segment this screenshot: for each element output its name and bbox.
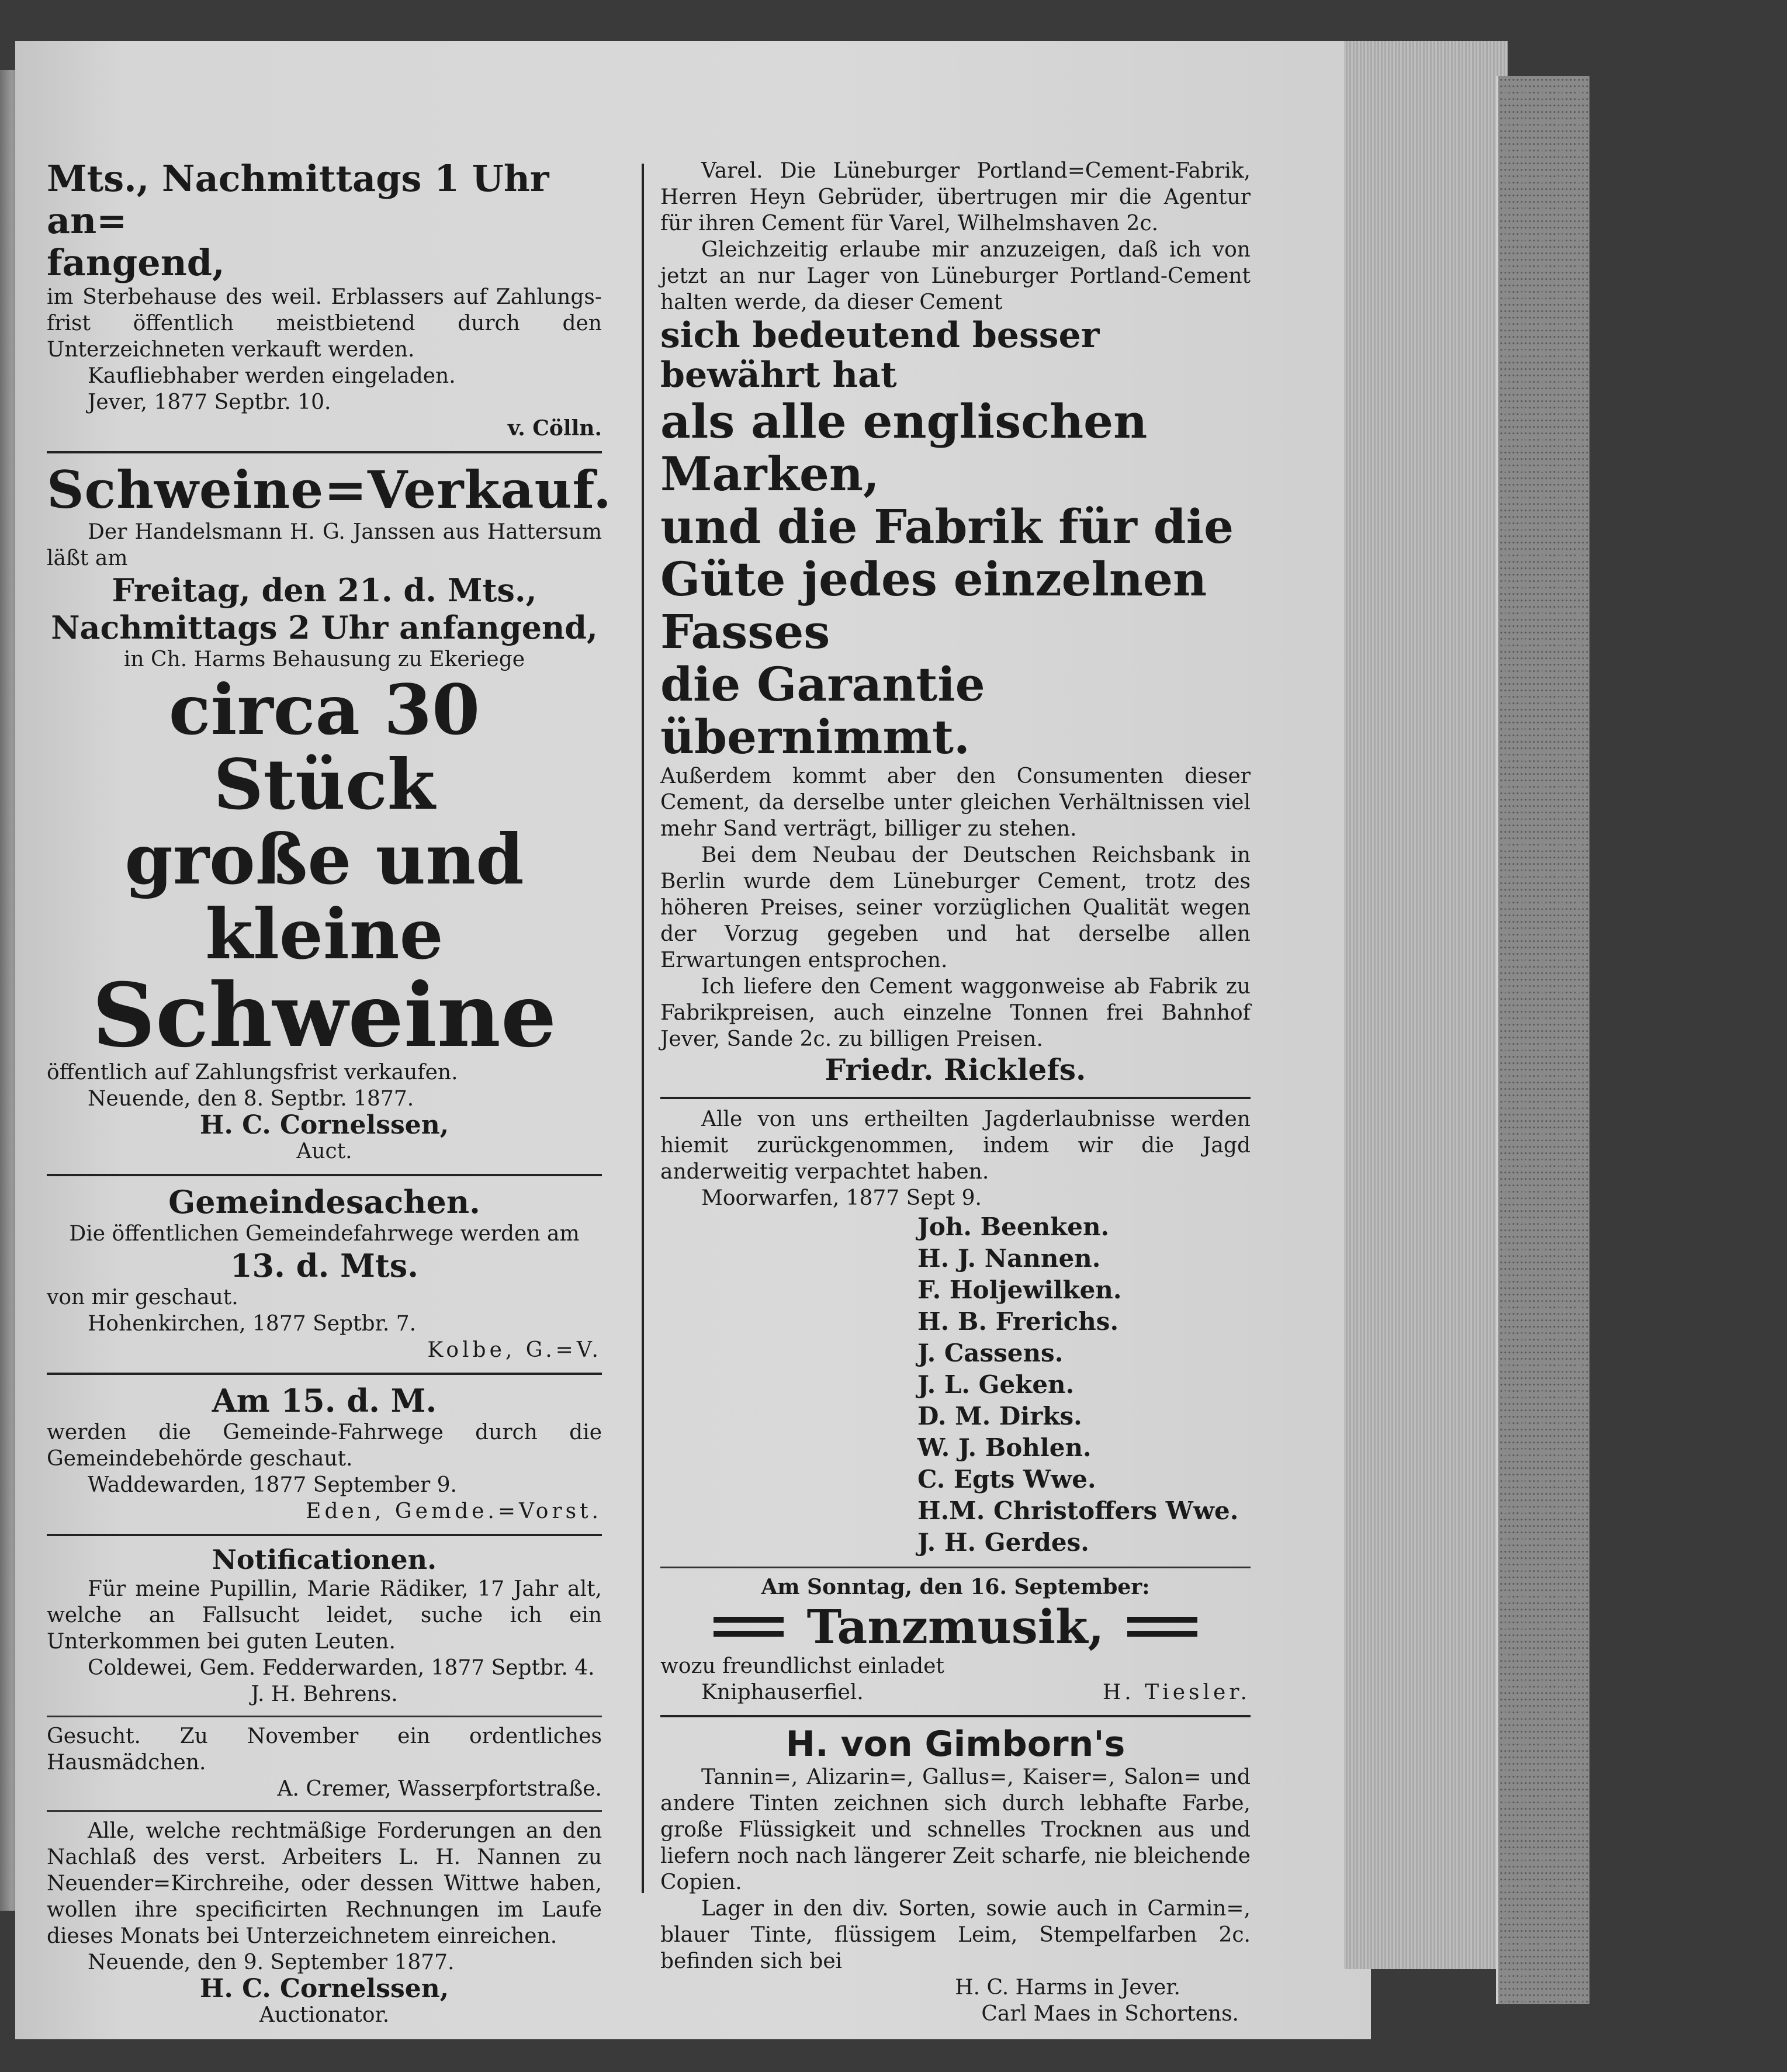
signatory-name: D. M. Dirks.: [917, 1402, 1082, 1430]
auction-invite: Kaufliebhaber werden eingeladen.: [88, 364, 456, 388]
signatory-name: J. H. Gerdes.: [917, 1528, 1089, 1557]
auction-notice-coelln: [47, 158, 602, 442]
divider: [47, 1174, 602, 1176]
ornament-bar-right: [1127, 1617, 1197, 1637]
background: [1589, 76, 1787, 2004]
divider: [47, 1716, 602, 1717]
dance-date: Am Sonntag, den 16. September:: [761, 1575, 1150, 1599]
signatory-name: H. J. Nannen.: [917, 1244, 1101, 1273]
wanted-body: Gesucht. Zu November ein ordentliches Hausmädchen.: [47, 1724, 602, 1775]
pig-sale-quantity: circa 30 Stück: [168, 669, 480, 825]
municipal-line1: Die öffentlichen Gemeindefahrwege werden am: [69, 1222, 580, 1246]
pig-sale-time: Nachmittags 2 Uhr anfangend,: [51, 609, 598, 646]
auction-heading-line1: Mts., Nachmittags 1 Uhr an=: [47, 157, 549, 242]
cement-headline1: sich bedeutend besser bewährt hat: [660, 315, 1100, 396]
left-column: [47, 157, 612, 2028]
waddewarden-place-date: Waddewarden, 1877 September 9.: [88, 1473, 457, 1497]
right-column: [660, 158, 1251, 2027]
divider: [660, 1567, 1251, 1568]
dance-invite: wozu freundlichst einladet: [660, 1654, 944, 1678]
pig-sale-description: große und kleine: [124, 819, 524, 975]
cement-headline5: die Garantie übernimmt.: [660, 657, 985, 764]
municipal-notice-hohenkirchen: [47, 1183, 602, 1363]
cement-body4: Bei dem Neubau der Deutschen Reichsbank in Berlin wurde dem Lüneburger Cement, trotz des höheren Preises, seiner vorzüglichen Qualität wegen der Vorzug gegeben und hat derselbe allen Erwartungen entsprochen.: [660, 843, 1251, 972]
cement-headline4: Güte jedes einzelnen Fasses: [660, 552, 1207, 659]
notifications-title: Notificationen.: [212, 1544, 437, 1575]
municipal-line2: von mir geschaut.: [47, 1286, 238, 1309]
notifications: [47, 1543, 602, 1707]
cement-advertisement: [660, 158, 1251, 1087]
signatory-name: H.M. Christoffers Wwe.: [917, 1496, 1239, 1525]
hunting-signatories: [660, 1211, 1251, 1558]
signatory-name: W. J. Bohlen.: [917, 1433, 1092, 1462]
pig-sale-day: Freitag, den 21. d. Mts.,: [112, 571, 537, 609]
municipal-place-date: Hohenkirchen, 1877 Septbr. 7.: [88, 1312, 417, 1336]
cement-body3: Außerdem kommt aber den Consumenten dieser Cement, da derselbe unter gleichen Verhältnissen viel mehr Sand verträgt, billiger zu stehen.: [660, 764, 1251, 841]
ornament-bar-left: [714, 1617, 784, 1637]
cement-headline2: als alle englischen Marken,: [660, 394, 1148, 501]
ink-advertisement: [660, 1724, 1251, 2027]
ink-seller1: H. C. Harms in Jever.: [955, 1976, 1180, 2000]
municipal-signature: Kolbe, G.=V.: [427, 1338, 602, 1362]
estate-role: Auctionator.: [259, 2003, 390, 2027]
dance-place: Kniphauserfiel.: [701, 1681, 864, 1704]
signatory-name: C. Egts Wwe.: [917, 1465, 1096, 1494]
pig-sale-role: Auct.: [296, 1139, 352, 1163]
page-stack-edge: [1344, 41, 1508, 1969]
pig-sale-headline: Schweine: [92, 964, 557, 1067]
signatory-name: H. B. Frerichs.: [917, 1307, 1119, 1336]
book-cover-edge: [1496, 76, 1592, 2004]
hunting-body: Alle von uns ertheilten Jagderlaubnisse werden hiemit zurückgenommen, indem wir die Jagd anderweitig verpachtet haben.: [660, 1107, 1251, 1184]
auction-heading-line2: fangend,: [47, 241, 225, 284]
divider: [47, 1373, 602, 1375]
dance-music-notice: [660, 1574, 1251, 1706]
pig-sale-location: in Ch. Harms Behausung zu Ekeriege: [123, 647, 525, 671]
auction-body: im Sterbehause des weil. Erblassers auf Zahlungs-frist öffentlich meistbietend durch den Unterzeichneten verkauft werden.: [47, 285, 602, 362]
wanted-maid: [47, 1723, 602, 1802]
municipal-notice-waddewarden: [47, 1382, 602, 1524]
notifications-body: Für meine Pupillin, Marie Rädiker, 17 Jahr alt, welche an Fallsucht leidet, suche ich ein Unterkommen bei guten Leuten.: [47, 1577, 602, 1654]
estate-place-date: Neuende, den 9. September 1877.: [88, 1950, 455, 1974]
cement-signature: Friedr. Ricklefs.: [825, 1052, 1086, 1087]
auction-place-date: Jever, 1877 Septbr. 10.: [88, 390, 331, 414]
pig-sale-terms: öffentlich auf Zahlungsfrist verkaufen.: [47, 1061, 458, 1084]
ink-seller2: Carl Maes in Schortens.: [981, 2002, 1239, 2026]
ink-body1: Tannin=, Alizarin=, Gallus=, Kaiser=, Salon= und andere Tinten zeichnen sich durch lebhafte Farbe, große Flüssigkeit und schnelles Trocknen aus und liefern noch nach längerer Zeit scharfe, nie bleichende Copien.: [660, 1765, 1251, 1894]
divider: [660, 1097, 1251, 1099]
notifications-place-date: Coldewei, Gem. Fedderwarden, 1877 Septbr. 4.: [88, 1656, 595, 1680]
municipal-date: 13. d. Mts.: [230, 1247, 419, 1284]
estate-claims-notice: [47, 1818, 602, 2028]
auction-signature: v. Cölln.: [507, 416, 602, 441]
pig-sale-title: Schweine=Verkauf.: [47, 459, 612, 520]
divider: [47, 451, 602, 453]
estate-signature: H. C. Cornelssen,: [199, 1974, 449, 2004]
signatory-name: F. Holjewilken.: [917, 1276, 1122, 1304]
ink-title: H. von Gimborn's: [785, 1724, 1125, 1765]
dance-title: Tanzmusik,: [806, 1599, 1104, 1654]
signatory-name: J. L. Geken.: [917, 1370, 1075, 1399]
signatory-name: J. Cassens.: [917, 1339, 1064, 1367]
cement-body1: Varel. Die Lüneburger Portland=Cement-Fabrik, Herren Heyn Gebrüder, übertrugen mir die Agentur für ihren Cement für Varel, Wilhelmshaven 2c.: [660, 159, 1251, 235]
cement-headline3: und die Fabrik für die: [660, 499, 1234, 554]
divider: [47, 1534, 602, 1536]
cement-body5: Ich liefere den Cement waggonweise ab Fabrik zu Fabrikpreisen, auch einzelne Tonnen frei Bahnhof Jever, Sande 2c. zu billigen Preisen.: [660, 975, 1251, 1051]
hunting-place-date: Moorwarfen, 1877 Sept 9.: [701, 1186, 982, 1210]
waddewarden-signature: Eden, Gemde.=Vorst.: [306, 1499, 602, 1523]
divider: [47, 1810, 602, 1812]
pig-sale-intro: Der Handelsmann H. G. Janssen aus Hattersum läßt am: [47, 520, 602, 570]
waddewarden-body: werden die Gemeinde-Fahrwege durch die Gemeindebehörde geschaut.: [47, 1420, 602, 1471]
estate-body: Alle, welche rechtmäßige Forderungen an den Nachlaß des verst. Arbeiters L. H. Nannen zu Neuender=Kirchreihe, oder dessen Wittwe haben, wollen ihre specificirten Rechnungen im Laufe dieses Monats bei Unterzeichnetem einreichen.: [47, 1819, 602, 1948]
ink-body2: Lager in den div. Sorten, sowie auch in Carmin=, blauer Tinte, flüssigem Leim, Stempelfarben 2c. befinden sich bei: [660, 1897, 1251, 1973]
dance-footer: [660, 1679, 1251, 1706]
dance-title-row: [660, 1600, 1251, 1653]
divider: [660, 1715, 1251, 1717]
waddewarden-title: Am 15. d. M.: [212, 1382, 437, 1419]
municipal-title: Gemeindesachen.: [168, 1183, 480, 1221]
wanted-signature: A. Cremer, Wasserpfortstraße.: [277, 1777, 602, 1801]
cement-body2: Gleichzeitig erlaube mir anzuzeigen, daß ich von jetzt an nur Lager von Lüneburger Portland-Cement halten werde, da dieser Cement: [660, 238, 1251, 314]
notifications-signature: J. H. Behrens.: [251, 1682, 398, 1706]
pig-sale-notice: [47, 459, 612, 1165]
pig-sale-signature: H. C. Cornelssen,: [199, 1110, 449, 1140]
pig-sale-place-date: Neuende, den 8. Septbr. 1877.: [88, 1087, 414, 1111]
dance-signature: H. Tiesler.: [1102, 1681, 1251, 1704]
hunting-permit-notice: [660, 1106, 1251, 1558]
signatory-name: Joh. Beenken.: [917, 1212, 1110, 1241]
column-divider: [642, 164, 644, 1893]
